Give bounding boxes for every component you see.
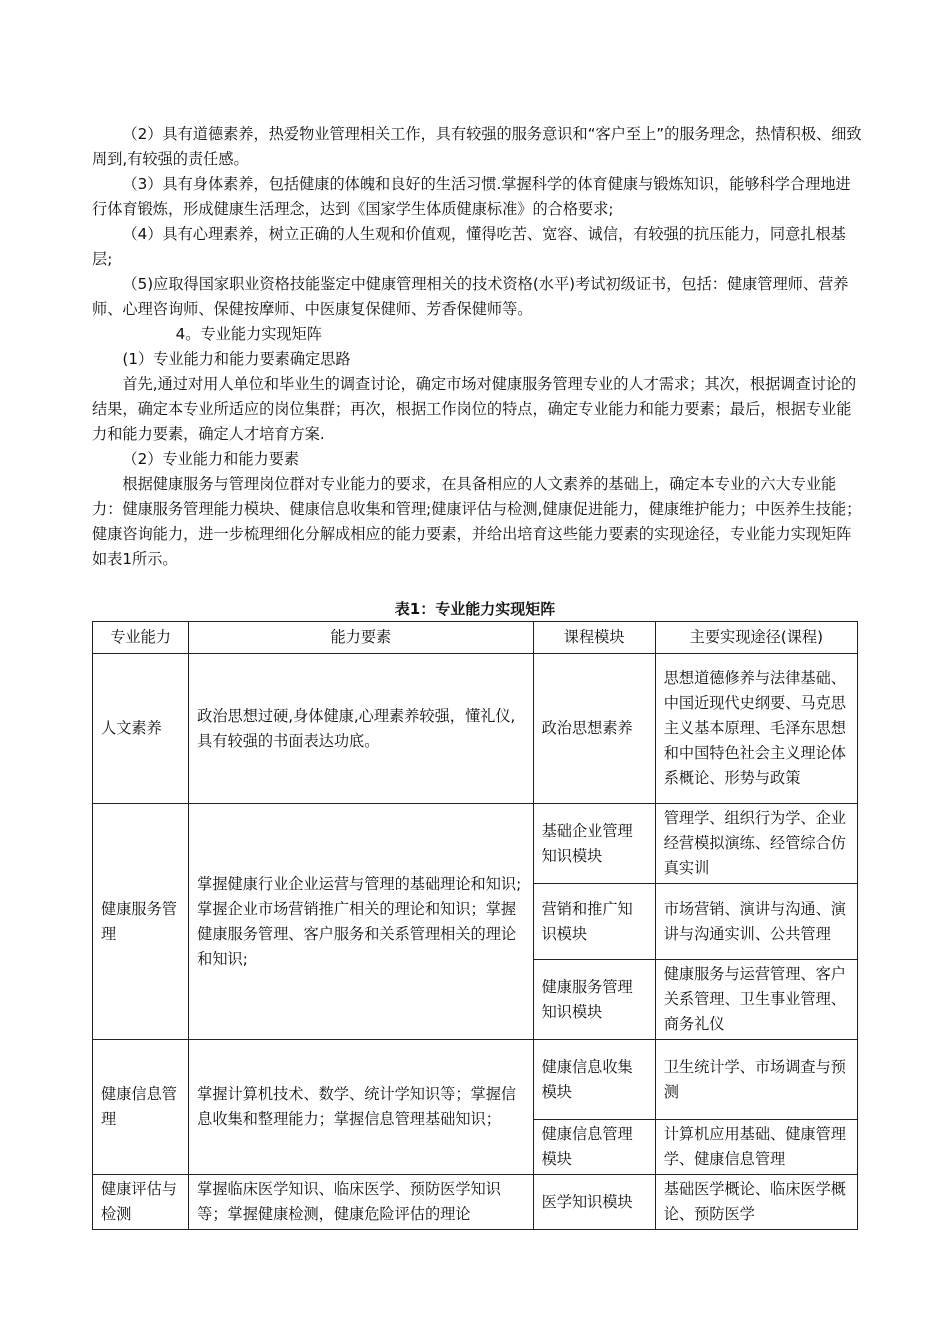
module-cell: 医学知识模块 (533, 1175, 655, 1230)
table-caption: 表1：专业能力实现矩阵 (394, 600, 556, 618)
paragraph-physical: （3）具有身体素养，包括健康的体魄和良好的生活习惯.掌握科学的体育健康与锻炼知识，能够科学合理地进行体育锻炼，形成健康生活理念，达到《国家学生体质健康标准》的合格要求; (92, 175, 851, 218)
ability-cell: 健康服务管理 (93, 804, 189, 1040)
header-ability: 专业能力 (93, 622, 189, 654)
subsection-heading-1: (1）专业能力和能力要素确定思路 (122, 350, 351, 368)
table-header-row (93, 622, 858, 654)
paragraph-psychological: （4）具有心理素养，树立正确的人生观和价值观，懂得吃苦、宽容、诚信，有较强的抗压能力，同意扎根基层; (92, 225, 846, 268)
elements-cell: 掌握健康行业企业运营与管理的基础理论和知识;掌握企业市场营销推广相关的理论和知识；掌握健康服务管理、客户服务和关系管理相关的理论和知识; (189, 804, 533, 1040)
courses-cell: 健康服务与运营管理、客户关系管理、卫生事业管理、商务礼仪 (655, 960, 857, 1040)
table-row (93, 1175, 858, 1230)
ability-cell: 健康评估与检测 (93, 1175, 189, 1230)
paragraph-abilities: 根据健康服务与管理岗位群对专业能力的要求，在具备相应的人文素养的基础上，确定本专业的六大专业能力：健康服务管理能力模块、健康信息收集和管理;健康评估与检测,健康促进能力，健康维护能力；中医养生技能；健康咨询能力，进一步梳理细化分解成相应的能力要素，并给出培育这些能力要素的实现途径，专业能力实现矩阵如表1所示。 (92, 475, 862, 568)
ability-cell: 人文素养 (93, 654, 189, 804)
header-elements: 能力要素 (189, 622, 533, 654)
subsection-heading-2: （2）专业能力和能力要素 (122, 450, 300, 468)
header-courses: 主要实现途径(课程) (655, 622, 857, 654)
paragraph-moral: （2）具有道德素养，热爱物业管理相关工作，具有较强的服务意识和“客户至上”的服务理念，热情积极、细致周到,有较强的责任感。 (92, 125, 862, 168)
module-cell: 健康信息收集模块 (533, 1040, 655, 1120)
body-text (92, 122, 862, 572)
section-heading: 4。专业能力实现矩阵 (175, 325, 322, 343)
module-cell: 基础企业管理知识模块 (533, 804, 655, 884)
module-cell: 政治思想素养 (533, 654, 655, 804)
courses-cell: 市场营销、演讲与沟通、演讲与沟通实训、公共管理 (655, 884, 857, 960)
header-module: 课程模块 (533, 622, 655, 654)
paragraph-certificates: （5)应取得国家职业资格技能鉴定中健康管理相关的技术资格(水平)考试初级证书，包括：健康管理师、营养师、心理咨询师、保健按摩师、中医康复保健师、芳香保健师等。 (92, 275, 849, 318)
ability-matrix-table (92, 621, 858, 1230)
ability-cell: 健康信息管理 (93, 1040, 189, 1175)
elements-cell: 掌握计算机技术、数学、统计学知识等；掌握信息收集和整理能力；掌握信息管理基础知识； (189, 1040, 533, 1175)
module-cell: 营销和推广知识模块 (533, 884, 655, 960)
module-cell: 健康信息管理模块 (533, 1120, 655, 1175)
elements-cell: 掌握临床医学知识、临床医学、预防医学知识等；掌握健康检测，健康危险评估的理论 (189, 1175, 533, 1230)
paragraph-approach: 首先,通过对用人单位和毕业生的调查讨论，确定市场对健康服务管理专业的人才需求；其次，根据调查讨论的结果，确定本专业所适应的岗位集群；再次，根据工作岗位的特点，确定专业能力和能力要素；最后，根据专业能力和能力要素，确定人才培育方案. (92, 375, 857, 443)
module-cell: 健康服务管理知识模块 (533, 960, 655, 1040)
table-row (93, 654, 858, 804)
courses-cell: 计算机应用基础、健康管理学、健康信息管理 (655, 1120, 857, 1175)
courses-cell: 管理学、组织行为学、企业经营模拟演练、经管综合仿真实训 (655, 804, 857, 884)
courses-cell: 卫生统计学、市场调查与预测 (655, 1040, 857, 1120)
courses-cell: 基础医学概论、临床医学概论、预防医学 (655, 1175, 857, 1230)
table-row (93, 1040, 858, 1120)
elements-cell: 政治思想过硬,身体健康,心理素养较强，懂礼仪,具有较强的书面表达功底。 (189, 654, 533, 804)
table-row (93, 804, 858, 884)
courses-cell: 思想道德修养与法律基础、中国近现代史纲要、马克思主义基本原理、毛泽东思想和中国特色社会主义理论体系概论、形势与政策 (655, 654, 857, 804)
